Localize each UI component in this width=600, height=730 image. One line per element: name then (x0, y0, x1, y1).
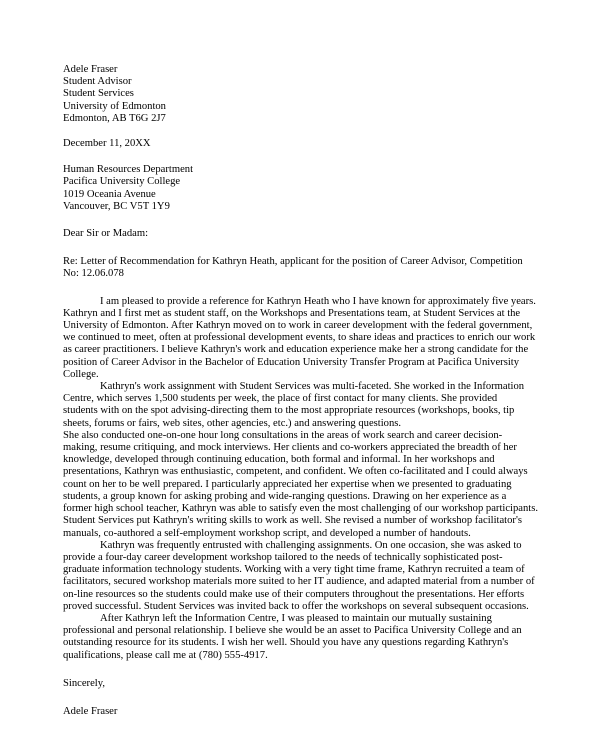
recipient-address (63, 164, 560, 213)
paragraph-2 (63, 381, 560, 540)
paragraph-line: Centre, which serves 1,500 students per week, the place of first contact for many clients. She provided (63, 393, 498, 405)
paragraph-line: I am pleased to provide a reference for Kathryn Heath who I have known for approximately five years. (100, 295, 536, 307)
paragraph-line: She also conducted one-on-one hour long consultations in the areas of work search and career decision- (63, 429, 503, 441)
paragraph-line: University of Edmonton. After Kathryn moved on to work in career development with the federal government, (63, 320, 533, 332)
signature-name: Adele Fraser (63, 705, 118, 717)
sender-address (63, 64, 560, 125)
recipient-institution: Pacifica University College (63, 176, 181, 188)
paragraph-line: we continued to meet, often at professional development events, to share ideas and practices to enrich our work (63, 332, 536, 344)
paragraph-line: Student Services put Kathryn's writing skills to work as well. She revised a number of workshop facilitator's (63, 515, 522, 527)
paragraph-line: After Kathryn left the Information Centre, I was pleased to maintain our mutually sustaining (100, 612, 492, 624)
paragraph-line: former high school teacher, Kathryn was able to satisfy even the most challenging of our workshop participants. (63, 503, 538, 515)
subject-line-2: No: 12.06.078 (63, 268, 124, 280)
subject-line (63, 256, 560, 280)
letter-date (63, 138, 560, 150)
closing-text: Sincerely, (63, 677, 105, 689)
paragraph-line: College. (63, 368, 99, 380)
paragraph-line: as career practitioners. I believe Kathryn's work and education experience make her a strong candidate for the (63, 344, 529, 356)
paragraph-line: Kathryn's work assignment with Student Services was multi-faceted. She worked in the Information (100, 381, 525, 393)
paragraph-line: on-line resources so the students could make use of their computers throughout the presentations. Her efforts (63, 588, 525, 600)
paragraph-3 (63, 540, 560, 613)
paragraph-line: students with on the spot advising-directing them to the most appropriate resources (workshops, books, tip (63, 405, 515, 417)
paragraph-line: manuals, co-authored a self-employment workshop script, and developed a number of handouts. (63, 527, 471, 539)
salutation (63, 228, 560, 240)
recipient-city: Vancouver, BC V5T 1Y9 (63, 200, 170, 212)
paragraph-line: graduate information technology students. Working with a very tight time frame, Kathryn recruited a team of (63, 564, 525, 576)
signature (63, 706, 560, 718)
recipient-department: Human Resources Department (63, 164, 194, 176)
salutation-text: Dear Sir or Madam: (63, 228, 149, 240)
sender-name: Adele Fraser (63, 64, 118, 75)
paragraph-4 (63, 613, 560, 662)
paragraph-line: provide a four-day career development workshop tailored to the needs of technically sophisticated post- (63, 551, 503, 563)
subject-line-1: Re: Letter of Recommendation for Kathryn Heath, applicant for the position of Career Advisor, Competition (63, 256, 523, 268)
paragraph-line: knowledge, developed through continuing education, both formal and informal. In her workshops and (63, 454, 495, 466)
paragraph-line: professional and personal relationship. I believe she would be an asset to Pacifica University College and an (63, 625, 522, 637)
recipient-street: 1019 Oceania Avenue (63, 188, 156, 200)
paragraph-line: Kathryn and I first met as student staff, on the Workshops and Presentations team, at Student Services at the (63, 307, 521, 319)
sender-institution: University of Edmonton (63, 100, 166, 112)
sender-city: Edmonton, AB T6G 2J7 (63, 112, 166, 124)
date-text: December 11, 20XX (63, 138, 151, 150)
sender-department: Student Services (63, 88, 134, 100)
paragraph-line: qualifications, please call me at (780) 555-4917. (63, 649, 268, 661)
paragraph-line: students, a group known for asking probing and wide-ranging questions. Drawing on her experience as a (63, 490, 507, 502)
paragraph-1 (63, 296, 560, 381)
letter-body (63, 296, 560, 662)
paragraph-line: Kathryn was frequently entrusted with challenging assignments. On one occasion, she was asked to (100, 539, 522, 551)
paragraph-line: count on her to be well prepared. I particularly appreciated her expertise when we presented to graduating (63, 478, 512, 490)
sender-title: Student Advisor (63, 76, 132, 88)
paragraph-line: proved successful. Student Services was invited back to offer the workshops on several subsequent occasions. (63, 600, 529, 612)
paragraph-line: sheets, forums or fairs, web sites, other agencies, etc.) and answering questions. (63, 417, 402, 429)
closing (63, 678, 560, 690)
paragraph-line: facilitators, secured workshop materials more suited to her IT audience, and adapted material from a number of (63, 576, 535, 588)
paragraph-line: presentations, Kathryn was enthusiastic, competent, and confident. We often co-facilitated and I could always (63, 466, 528, 478)
paragraph-line: outstanding resource for its students. I wish her well. Should you have any questions regarding Kathryn's (63, 637, 509, 649)
paragraph-line: position of Career Advisor in the Bachelor of Education University Transfer Program at Pacifica University (63, 356, 520, 368)
paragraph-line: making, resume critiquing, and mock interviews. Her clients and co-workers appreciated the breadth of her (63, 442, 517, 454)
